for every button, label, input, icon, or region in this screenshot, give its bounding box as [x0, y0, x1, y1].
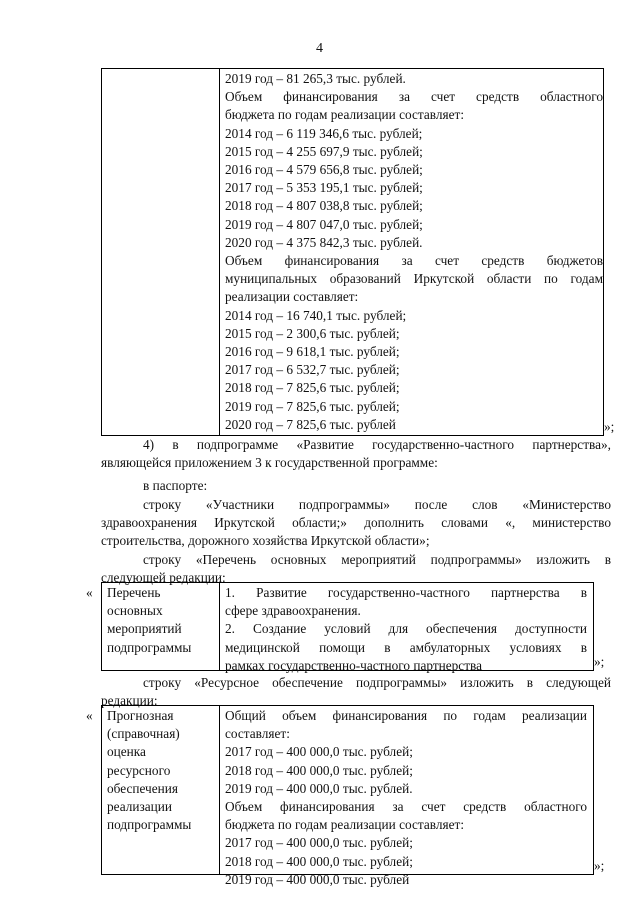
table-line: 2015 год – 2 300,6 тыс. рублей;: [225, 325, 400, 341]
closing-quote: »;: [604, 419, 615, 434]
table-line: ресурсного: [107, 762, 171, 778]
table-right-cell: [220, 69, 603, 434]
table-line: Перечень: [107, 585, 161, 600]
activities-row-text: строку «Перечень основных мероприятий подпрограммы» изложить в: [143, 552, 611, 567]
table-line: подпрограммы: [107, 817, 192, 833]
table-line: 2017 год – 5 353 195,1 тыс. рублей;: [225, 180, 423, 196]
table-line: подпрограммы: [107, 639, 192, 655]
table-line: реализации составляет:: [225, 289, 359, 305]
resources-row-text-2: редакции:: [101, 693, 158, 708]
activities-table: [101, 582, 594, 671]
passport-text: в паспорте:: [143, 478, 208, 493]
page-number: 4: [316, 41, 323, 56]
table-line: 2014 год – 16 740,1 тыс. рублей;: [225, 307, 407, 323]
participants-row-text-3: строительства, дорожного хозяйства Иркутской области»;: [101, 533, 430, 548]
opening-quote-2: «: [86, 708, 93, 723]
resources-row-text: строку «Ресурсное обеспечение подпрограммы» изложить в следующей: [143, 675, 611, 690]
table-line: 2018 год – 400 000,0 тыс. рублей;: [225, 762, 413, 778]
table-line: 2017 год – 6 532,7 тыс. рублей;: [225, 362, 400, 378]
table-line: Прогнозная: [107, 708, 174, 723]
table-line: бюджета по годам реализации составляет:: [225, 107, 465, 123]
table-line: 2016 год – 4 579 656,8 тыс. рублей;: [225, 162, 423, 178]
table-line: рамках государственно-частного партнерства: [225, 657, 483, 673]
table-line: 2019 год – 400 000,0 тыс. рублей.: [225, 780, 413, 796]
opening-quote: «: [86, 585, 93, 600]
table-line: Объем финансирования за счет средств бюджетов: [225, 253, 603, 269]
table-line: оценка: [107, 744, 146, 760]
resources-content-cell: [220, 706, 587, 889]
table-line: 2. Создание условий для обеспечения доступности: [225, 621, 587, 637]
table-line: основных: [107, 603, 163, 619]
table-line: 2017 год – 400 000,0 тыс. рублей;: [225, 835, 413, 851]
table-line: Объем финансирования за счет средств областного: [225, 799, 587, 815]
table-line: (справочная): [107, 726, 180, 742]
table-line: сфере здравоохранения.: [225, 603, 361, 619]
table-line: 2017 год – 400 000,0 тыс. рублей;: [225, 744, 413, 760]
table-line: 2015 год – 4 255 697,9 тыс. рублей;: [225, 143, 423, 159]
table-line: 2020 год – 7 825,6 тыс. рублей: [225, 416, 396, 432]
table-line: муниципальных образований Иркутской области по годам: [225, 271, 603, 287]
activities-content-cell: [220, 583, 587, 675]
table-line: 2019 год – 400 000,0 тыс. рублей: [225, 871, 410, 887]
table-line: реализации: [107, 799, 172, 815]
table-line: медицинской помощи в амбулаторных условиях в: [225, 639, 587, 655]
participants-row-text: строку «Участники подпрограммы» после слов «Министерство: [143, 497, 611, 512]
closing-quote-3: »;: [594, 858, 605, 873]
resources-table: [101, 705, 594, 887]
table-line: 2019 год – 81 265,3 тыс. рублей.: [225, 71, 406, 86]
table-line: 2019 год – 4 807 047,0 тыс. рублей;: [225, 216, 423, 232]
table-line: 2020 год – 4 375 842,3 тыс. рублей.: [225, 234, 423, 250]
participants-row-text-2: здравоохранения Иркутской области;» дополнить словами «, министерство: [101, 515, 611, 530]
table-line: 2016 год – 9 618,1 тыс. рублей;: [225, 344, 400, 360]
table-left-cell: [102, 69, 220, 435]
table-line: составляет:: [225, 726, 290, 742]
activities-row-text-2: следующей редакции:: [101, 570, 226, 585]
item-4-text-cont: являющейся приложением 3 к государственной программе:: [101, 455, 438, 470]
table-line: 2019 год – 7 825,6 тыс. рублей;: [225, 398, 400, 414]
table-line: Общий объем финансирования по годам реализации: [225, 708, 587, 723]
table-line: Объем финансирования за счет средств областного: [225, 89, 603, 105]
table-line: обеспечения: [107, 780, 178, 796]
table-line: мероприятий: [107, 621, 182, 637]
closing-quote-2: »;: [594, 654, 605, 669]
table-line: бюджета по годам реализации составляет:: [225, 817, 465, 833]
table-line: 2014 год – 6 119 346,6 тыс. рублей;: [225, 125, 423, 141]
table-line: 2018 год – 4 807 038,8 тыс. рублей;: [225, 198, 423, 214]
table-line: 2018 год – 400 000,0 тыс. рублей;: [225, 853, 413, 869]
resources-label-cell: [102, 706, 220, 874]
table-line: 2018 год – 7 825,6 тыс. рублей;: [225, 380, 400, 396]
item-4-text: 4) в подпрограмме «Развитие государственно-частного партнерства»,: [143, 437, 611, 452]
financing-table-continued: [101, 68, 604, 436]
activities-label-cell: [102, 583, 220, 670]
table-line: 1. Развитие государственно-частного партнерства в: [225, 585, 587, 600]
